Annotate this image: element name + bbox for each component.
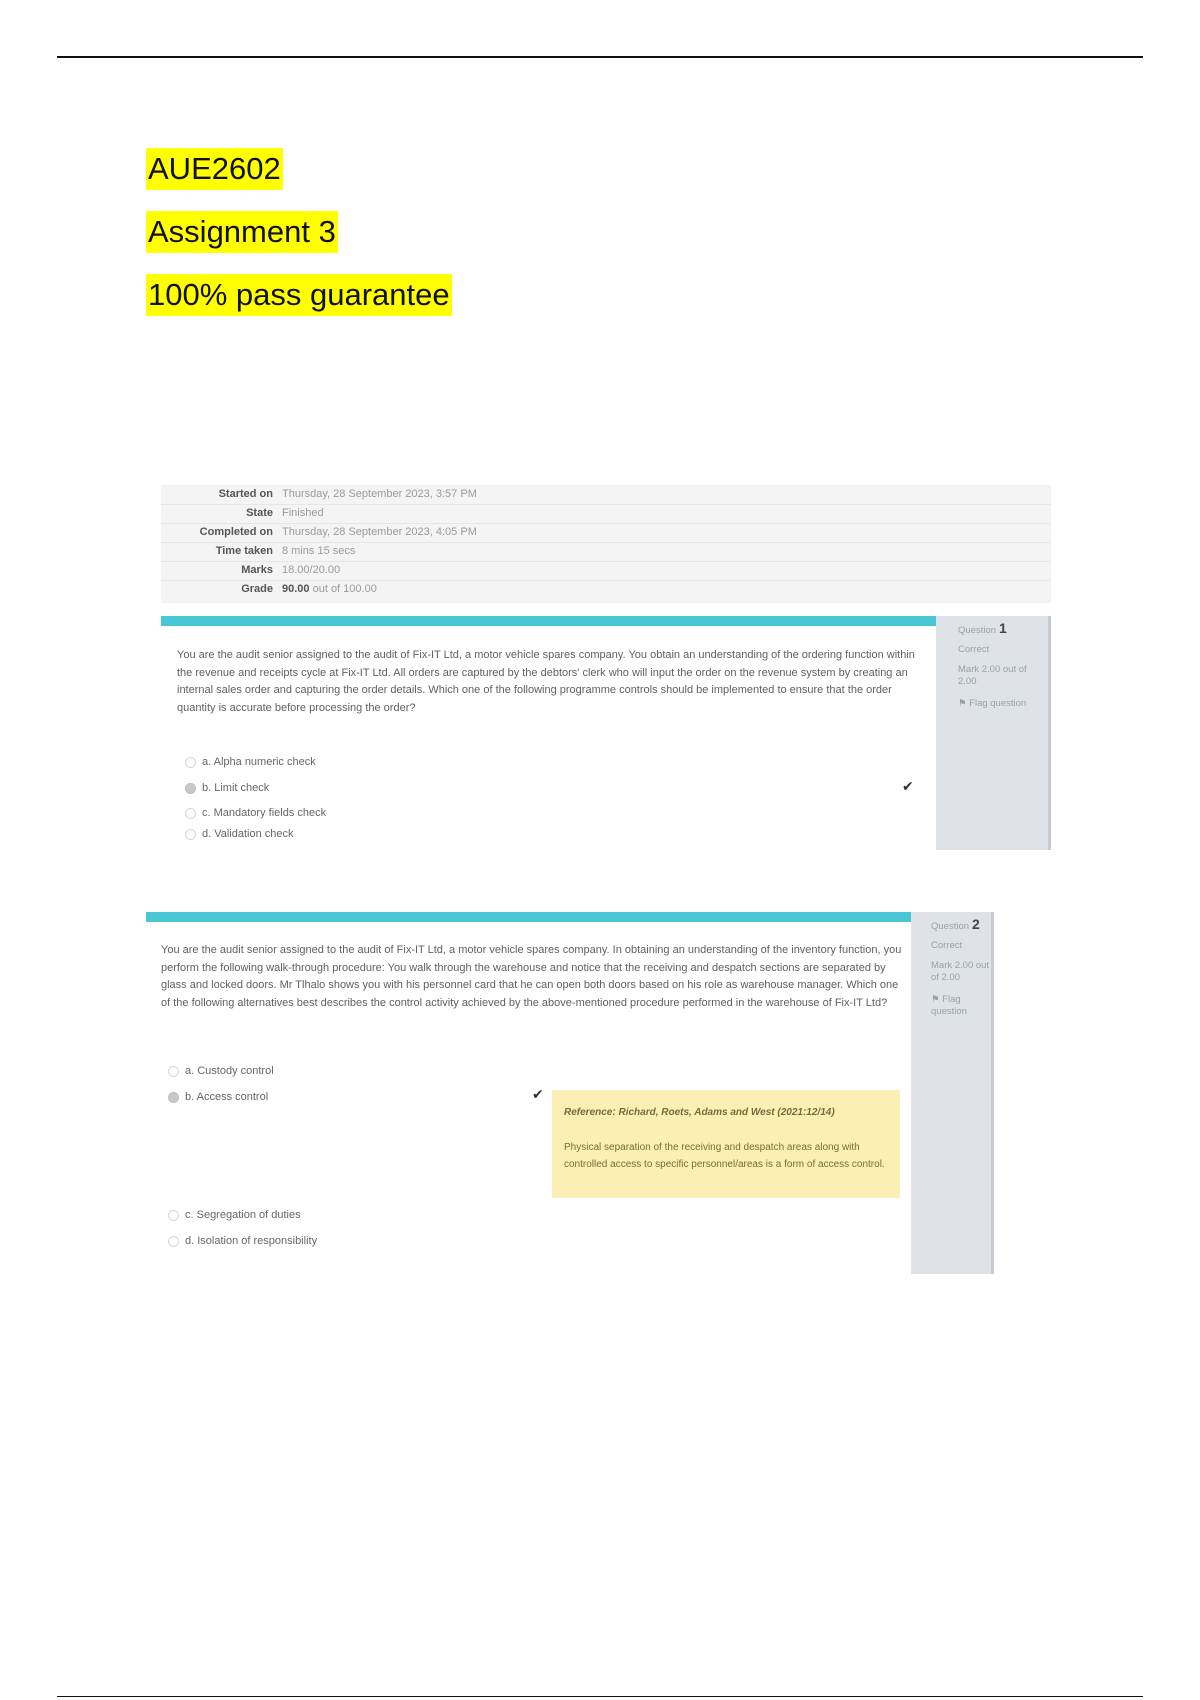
summary-row — [161, 523, 1051, 543]
question-2-block — [146, 912, 1026, 1274]
grade-suffix: out of 100.00 — [312, 583, 377, 595]
summary-label: Started on — [218, 488, 273, 500]
option-label: a. Alpha numeric check — [202, 756, 316, 768]
option-d[interactable] — [185, 828, 294, 840]
question-2-info — [911, 912, 994, 1274]
question-status: Correct — [931, 940, 963, 951]
assignment-title: Assignment 3 — [146, 211, 338, 253]
summary-label: Completed on — [199, 526, 273, 538]
summary-value: 18.00/20.00 — [282, 564, 341, 576]
option-b[interactable] — [168, 1091, 268, 1103]
question-bar — [146, 912, 911, 922]
summary-label: Marks — [241, 564, 273, 576]
pass-guarantee: 100% pass guarantee — [146, 274, 452, 316]
option-b[interactable] — [185, 782, 269, 794]
option-d[interactable] — [168, 1235, 317, 1247]
option-label: b. Limit check — [202, 782, 270, 794]
course-code: AUE2602 — [146, 148, 283, 190]
question-mark: Mark 2.00 out of 2.00 — [931, 960, 990, 983]
attempt-summary-table — [161, 485, 1051, 603]
flag-question-link[interactable] — [958, 698, 1026, 710]
question-number-label: Question — [931, 921, 970, 932]
option-label: b. Access control — [185, 1091, 269, 1103]
radio-button[interactable] — [185, 829, 196, 840]
option-c[interactable] — [185, 807, 326, 819]
flag-label: Flag question — [969, 698, 1027, 709]
flag-icon: ⚑ — [931, 994, 943, 1005]
question-status: Correct — [958, 644, 990, 655]
feedback-box — [552, 1090, 900, 1198]
radio-button[interactable] — [185, 783, 196, 794]
flag-icon: ⚑ — [958, 698, 970, 709]
bottom-rule — [57, 1696, 1143, 1697]
question-number-label: Question — [958, 625, 997, 636]
option-label: d. Validation check — [202, 828, 294, 840]
summary-label: Time taken — [215, 545, 273, 557]
grade-value: 90.00 — [282, 583, 310, 595]
flag-question-link[interactable] — [931, 994, 991, 1018]
radio-button[interactable] — [185, 757, 196, 768]
summary-value: Thursday, 28 September 2023, 4:05 PM — [282, 526, 477, 538]
option-a[interactable] — [168, 1065, 274, 1077]
radio-button[interactable] — [168, 1092, 179, 1103]
radio-button[interactable] — [168, 1066, 179, 1077]
feedback-reference: Reference: Richard, Roets, Adams and West (2021:12/14) — [564, 1107, 835, 1118]
summary-row — [161, 542, 1051, 562]
question-1-block — [161, 616, 1051, 850]
option-label: c. Mandatory fields check — [202, 807, 327, 819]
summary-row — [161, 504, 1051, 524]
radio-button[interactable] — [185, 808, 196, 819]
summary-value: Finished — [282, 507, 324, 519]
feedback-text: Physical separation of the receiving and despatch areas along with controlled access to specific personnel/areas is a form of access control. — [564, 1142, 885, 1170]
question-text: You are the audit senior assigned to the audit of Fix-IT Ltd, a motor vehicle spares company. In obtaining an understanding of the inventory function, you perform the following walk-through procedure: You walk through the warehouse and notice that the receiving and despatch sections are separated by glass and locked doors. Mr Tlhalo shows you with his personnel card that he can open both doors based on his role as warehouse manager. Which one of the following alternatives best describes the control activity achieved by the above-mentioned procedure performed in the warehouse of Fix-IT Ltd? — [161, 944, 902, 1009]
flag-label: Flag question — [931, 994, 967, 1017]
top-rule — [57, 56, 1143, 58]
option-a[interactable] — [185, 756, 316, 768]
summary-row — [161, 485, 1051, 505]
question-number: 2 — [972, 916, 980, 932]
summary-label: State — [246, 507, 273, 519]
option-c[interactable] — [168, 1209, 301, 1221]
radio-button[interactable] — [168, 1236, 179, 1247]
question-text: You are the audit senior assigned to the audit of Fix-IT Ltd, a motor vehicle spares company. You obtain an understanding of the ordering function within the revenue and receipts cycle at Fix-IT Ltd. All orders are captured by the debtors' clerk who will input the order on the revenue system by creating an internal sales order and capturing the order details. Which one of the following programme controls should be implemented to ensure that the order quantity is accurate before processing the order? — [177, 649, 915, 714]
summary-value — [282, 583, 377, 595]
check-icon: ✔ — [532, 1086, 544, 1102]
radio-button[interactable] — [168, 1210, 179, 1221]
question-bar — [161, 616, 936, 626]
question-mark: Mark 2.00 out of 2.00 — [958, 664, 1027, 687]
summary-value: 8 mins 15 secs — [282, 545, 356, 557]
summary-row — [161, 580, 1051, 599]
summary-value: Thursday, 28 September 2023, 3:57 PM — [282, 488, 477, 500]
question-number: 1 — [999, 620, 1007, 636]
check-icon: ✔ — [902, 778, 914, 794]
question-1-info — [936, 616, 1051, 850]
option-label: c. Segregation of duties — [185, 1209, 301, 1221]
option-label: d. Isolation of responsibility — [185, 1235, 318, 1247]
summary-label: Grade — [241, 583, 273, 595]
option-label: a. Custody control — [185, 1065, 274, 1077]
summary-row — [161, 561, 1051, 581]
